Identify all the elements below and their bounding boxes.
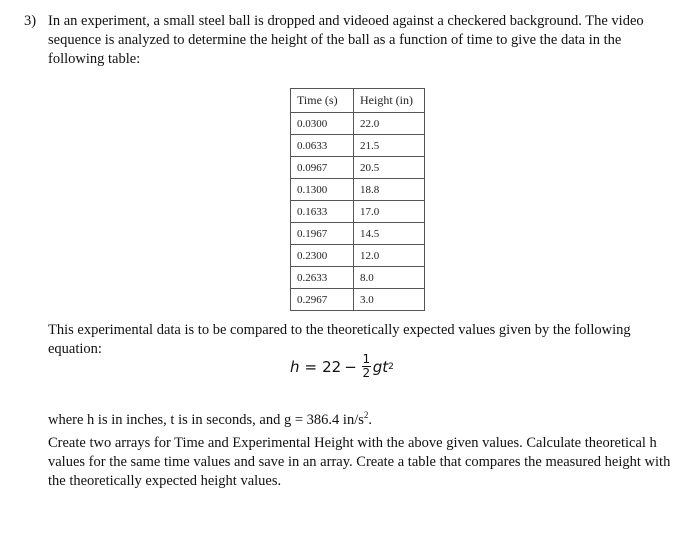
height-cell: 21.5 <box>354 135 425 157</box>
table-row <box>291 245 425 267</box>
height-cell: 12.0 <box>354 245 425 267</box>
task-text: Create two arrays for Time and Experimental Height with the above given values. Calculate theoretical h values for the same time values and save in an array. Create a table that compares the measured height with the theoretically expected height values. <box>48 435 671 489</box>
time-cell: 0.2300 <box>291 245 354 267</box>
time-cell: 0.1300 <box>291 179 354 201</box>
units-text <box>48 406 673 430</box>
equation-minus: − <box>344 357 357 376</box>
height-cell: 17.0 <box>354 201 425 223</box>
equation-equals: = <box>304 357 318 376</box>
data-table <box>290 88 425 311</box>
height-cell: 8.0 <box>354 267 425 289</box>
problem-intro: In an experiment, a small steel ball is dropped and videoed against a checkered background. The video sequence is analyzed to determine the height of the ball as a function of time to give the data in the following table: <box>48 13 644 67</box>
equation-exponent: 2 <box>388 361 394 372</box>
time-cell: 0.0967 <box>291 157 354 179</box>
time-cell: 0.2633 <box>291 267 354 289</box>
header-height: Height (in) <box>354 89 425 113</box>
equation-term: gt <box>372 357 389 376</box>
header-time: Time (s) <box>291 89 354 113</box>
height-cell: 3.0 <box>354 289 425 311</box>
table-row <box>291 267 425 289</box>
table-row <box>291 223 425 245</box>
table-row <box>291 135 425 157</box>
equation-lhs: h <box>290 357 300 376</box>
table-row <box>291 157 425 179</box>
units-main: where h is in inches, t is in seconds, and g = 386.4 in/s <box>48 411 364 428</box>
height-cell: 14.5 <box>354 223 425 245</box>
equation-constant: 22 <box>322 357 342 376</box>
height-equation <box>290 353 394 380</box>
height-cell: 22.0 <box>354 113 425 135</box>
table-row <box>291 113 425 135</box>
problem-number: 3) <box>24 13 37 29</box>
time-cell: 0.2967 <box>291 289 354 311</box>
units-end: . <box>368 411 372 428</box>
height-cell: 18.8 <box>354 179 425 201</box>
table-row <box>291 179 425 201</box>
time-cell: 0.0300 <box>291 113 354 135</box>
height-cell: 20.5 <box>354 157 425 179</box>
equation-fraction <box>362 353 371 380</box>
table-header-row <box>291 89 425 113</box>
time-cell: 0.0633 <box>291 135 354 157</box>
fraction-denominator: 2 <box>362 366 371 380</box>
fraction-numerator: 1 <box>362 352 371 366</box>
table-row <box>291 201 425 223</box>
compare-text: This experimental data is to be compared to the theoretically expected values given by the following equation: <box>48 322 631 357</box>
table-row <box>291 289 425 311</box>
time-cell: 0.1967 <box>291 223 354 245</box>
time-cell: 0.1633 <box>291 201 354 223</box>
units-exponent: 2 <box>363 410 369 420</box>
